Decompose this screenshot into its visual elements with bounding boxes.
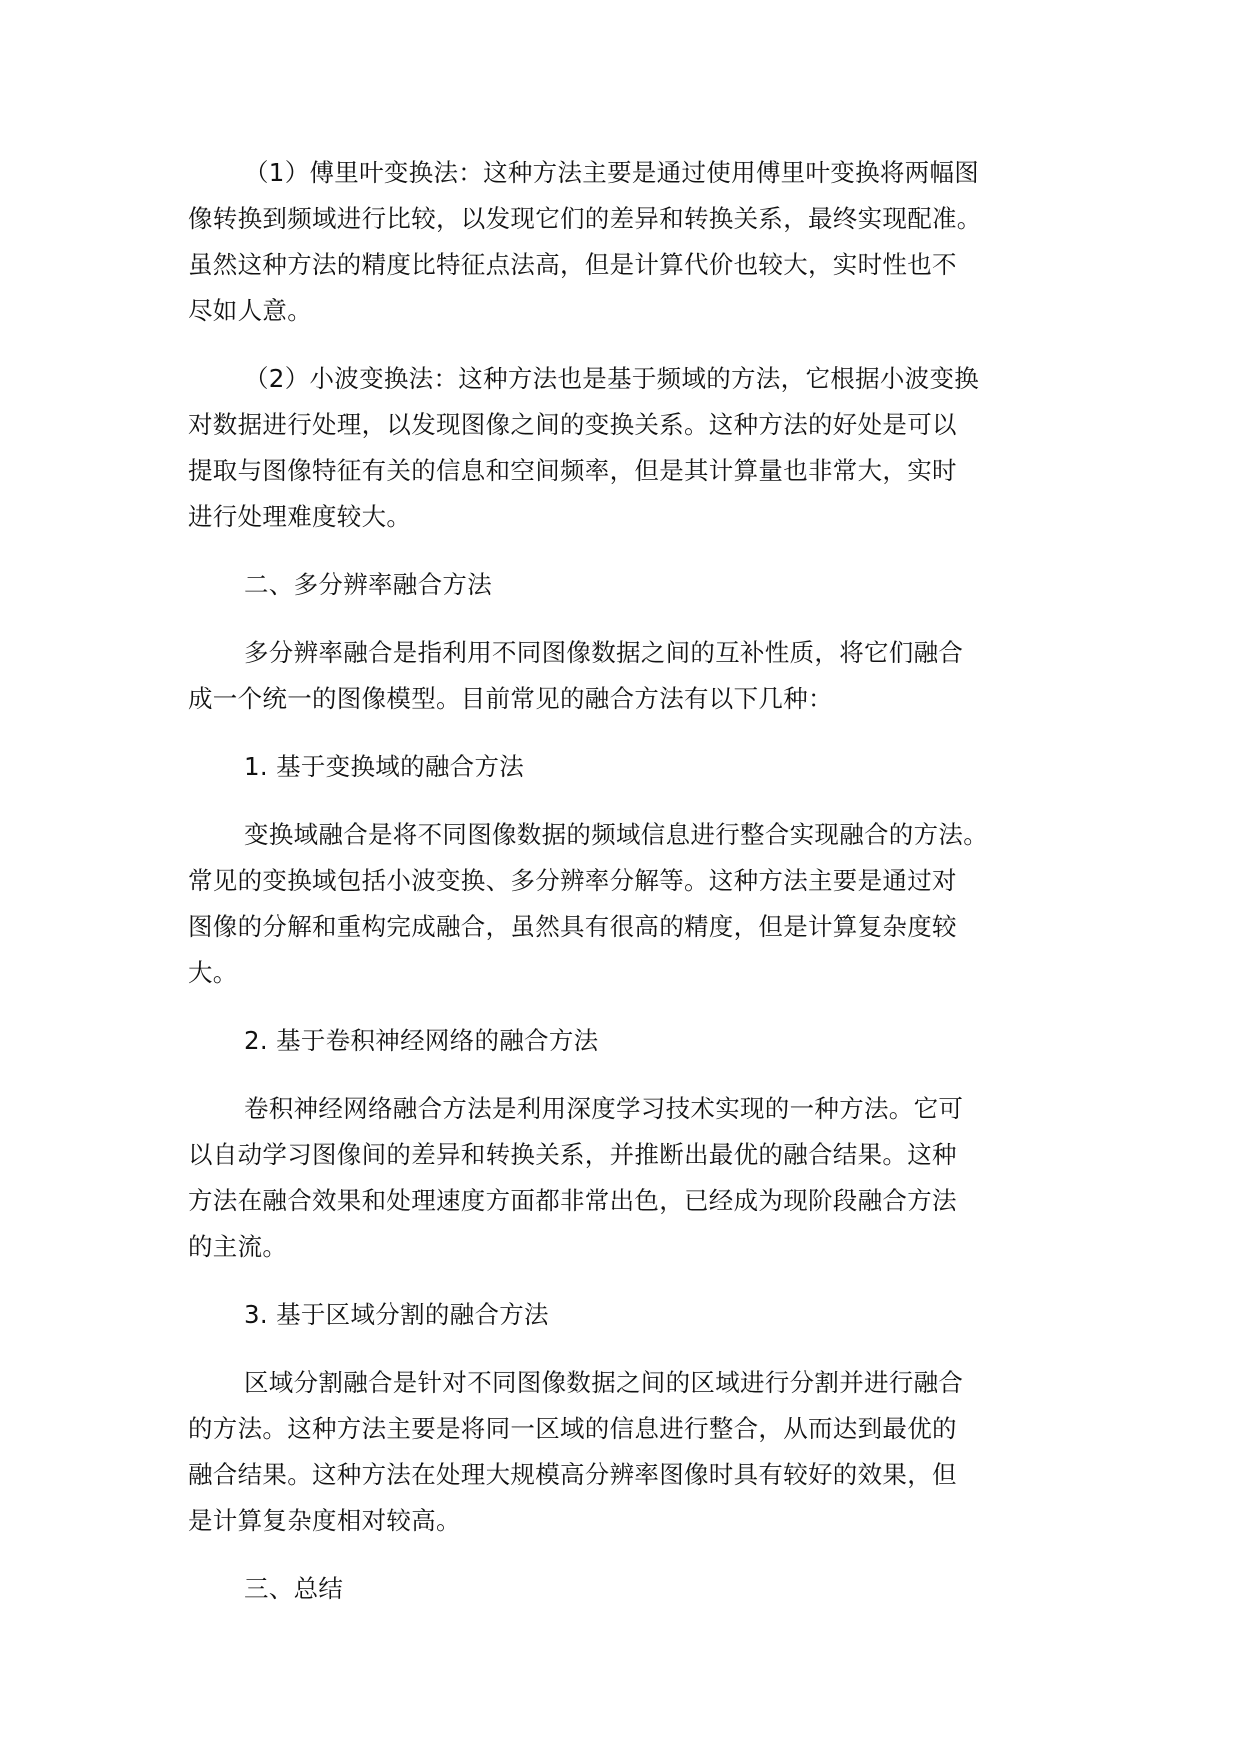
text-line: 常见的变换域包括小波变换、多分辨率分解等。这种方法主要是通过对 (188, 866, 957, 895)
heading-cnn-fusion (188, 1018, 1068, 1064)
text-line: 对数据进行处理，以发现图像之间的变换关系。这种方法的好处是可以 (188, 410, 957, 439)
text-line: 是计算复杂度相对较高。 (188, 1506, 461, 1535)
subsection-heading: 1. 基于变换域的融合方法 (244, 752, 525, 781)
paragraph-fourier-method (188, 150, 1068, 334)
paragraph-cnn-fusion (188, 1086, 1068, 1270)
text-line: 的方法。这种方法主要是将同一区域的信息进行整合，从而达到最优的 (188, 1414, 957, 1443)
text-line: 进行处理难度较大。 (188, 502, 412, 531)
subsection-heading: 3. 基于区域分割的融合方法 (244, 1300, 549, 1329)
heading-transform-domain (188, 744, 1068, 790)
text-line: 大。 (188, 958, 238, 987)
text-line: 成一个统一的图像模型。目前常见的融合方法有以下几种： (188, 684, 833, 713)
paragraph-fusion-intro (188, 630, 1068, 722)
heading-summary (188, 1566, 1068, 1612)
section-heading: 三、总结 (244, 1574, 344, 1603)
paragraph-wavelet-method (188, 356, 1068, 540)
text-line: 区域分割融合是针对不同图像数据之间的区域进行分割并进行融合 (244, 1368, 964, 1397)
document-body (188, 150, 1068, 1634)
text-line: （2）小波变换法：这种方法也是基于频域的方法，它根据小波变换 (244, 364, 980, 393)
text-line: 提取与图像特征有关的信息和空间频率，但是其计算量也非常大，实时 (188, 456, 957, 485)
text-line: 多分辨率融合是指利用不同图像数据之间的互补性质，将它们融合 (244, 638, 964, 667)
heading-multiresolution-fusion (188, 562, 1068, 608)
text-line: （1）傅里叶变换法：这种方法主要是通过使用傅里叶变换将两幅图 (244, 158, 980, 187)
subsection-heading: 2. 基于卷积神经网络的融合方法 (244, 1026, 599, 1055)
text-line: 卷积神经网络融合方法是利用深度学习技术实现的一种方法。它可 (244, 1094, 964, 1123)
paragraph-region-segmentation (188, 1360, 1068, 1544)
section-heading: 二、多分辨率融合方法 (244, 570, 492, 599)
text-line: 方法在融合效果和处理速度方面都非常出色，已经成为现阶段融合方法 (188, 1186, 957, 1215)
text-line: 像转换到频域进行比较，以发现它们的差异和转换关系，最终实现配准。 (188, 204, 982, 233)
text-line: 图像的分解和重构完成融合，虽然具有很高的精度，但是计算复杂度较 (188, 912, 957, 941)
text-line: 的主流。 (188, 1232, 288, 1261)
text-line: 尽如人意。 (188, 296, 312, 325)
paragraph-transform-domain (188, 812, 1068, 996)
text-line: 虽然这种方法的精度比特征点法高，但是计算代价也较大，实时性也不 (188, 250, 957, 279)
heading-region-segmentation (188, 1292, 1068, 1338)
text-line: 以自动学习图像间的差异和转换关系，并推断出最优的融合结果。这种 (188, 1140, 957, 1169)
text-line: 变换域融合是将不同图像数据的频域信息进行整合实现融合的方法。 (244, 820, 988, 849)
text-line: 融合结果。这种方法在处理大规模高分辨率图像时具有较好的效果，但 (188, 1460, 957, 1489)
